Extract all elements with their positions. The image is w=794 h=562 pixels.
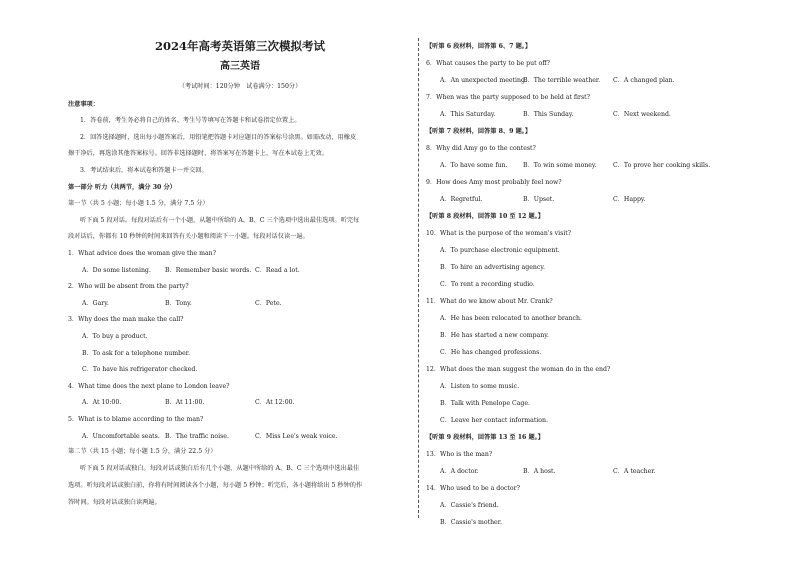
question-stem: 8．Why did Amy go to the contest? xyxy=(426,145,536,152)
notice-item: 3．考试结束后，将本试卷和答题卡一并交回。 xyxy=(80,167,208,174)
answer-option: A．To buy a product. xyxy=(82,333,148,340)
section1-instructions: 段对话后，你都有 10 秒钟的时间来回答有关小题和阅读下一小题。每段对话仅读一遍。 xyxy=(68,233,309,240)
material-heading: 【听第 7 段材料，回答第 8、9 题。】 xyxy=(426,128,532,135)
answer-option: B．Remember basic words. xyxy=(165,266,252,274)
answer-option: A．Listen to some music. xyxy=(440,383,520,390)
column-divider xyxy=(418,38,419,518)
material-heading: 【听第 8 段材料，回答第 10 至 12 题。】 xyxy=(426,213,544,220)
question-stem: 3．Why does the man make the call? xyxy=(68,316,184,324)
answer-option: B．The terrible weather. xyxy=(523,77,601,84)
question-stem: 12．What does the man suggest the woman do in the end? xyxy=(426,366,611,373)
exam-info: （考试时间：120分钟 试卷满分：150分） xyxy=(178,83,302,90)
answer-option: C．To prove her cooking skills. xyxy=(613,162,711,169)
question-stem: 13．Who is the man? xyxy=(426,451,493,458)
answer-option: C．To have his refrigerator checked. xyxy=(82,366,198,374)
answer-option: A．Do some listening. xyxy=(82,266,151,274)
part1-heading: 第一部分 听力（共两节，满分 30 分） xyxy=(68,184,176,191)
answer-option: C．Happy. xyxy=(613,196,646,203)
question-stem: 9．How does Amy most probably feel now? xyxy=(426,179,562,186)
answer-option: C．Leave her contact information. xyxy=(440,417,548,424)
answer-option: C．A teacher. xyxy=(613,468,656,475)
question-stem: 4．What time does the next plane to London leave? xyxy=(68,382,230,390)
section2-instructions: 答时间。每段对话或独白读两遍。 xyxy=(68,499,161,506)
question-stem: 11．What do we know about Mr. Crank? xyxy=(426,298,553,305)
answer-option: A．At 10:00. xyxy=(82,399,122,407)
notice-heading: 注意事项： xyxy=(68,101,99,108)
answer-option: C．Next weekend. xyxy=(613,111,671,118)
answer-option: B．The traffic noise. xyxy=(165,432,229,440)
answer-option: B．This Sunday. xyxy=(523,111,574,118)
section1-heading: 第一节（共 5 小题；每小题 1.5 分，满分 7.5 分） xyxy=(68,200,209,207)
answer-option: A．To have some fun. xyxy=(440,162,508,169)
answer-option: A．Gary. xyxy=(82,299,109,307)
answer-option: C．Miss Lee's weak voice. xyxy=(255,432,338,440)
question-stem: 1．What advice does the woman give the man? xyxy=(68,250,216,257)
material-heading: 【听第 9 段材料，回答第 13 至 16 题。】 xyxy=(426,434,544,441)
answer-option: B．Upset. xyxy=(523,196,555,203)
notice-item: 2．回答选择题时，选出每小题答案后，用铅笔把答题卡对应题目的答案标号涂黑。如需改动，用橡皮 xyxy=(80,134,357,141)
question-stem: 14．Who used to be a doctor? xyxy=(426,485,520,492)
section1-instructions: 听下面 5 段对话。每段对话后有一个小题，从题中所给的 A、B、C 三个选项中选出最佳选项。听完每 xyxy=(80,217,360,224)
page-title: 2024年高考英语第三次模拟考试 xyxy=(154,39,325,53)
answer-option: B．Cassie's mother. xyxy=(440,519,502,526)
question-stem: 10．What is the purpose of the woman's visit? xyxy=(426,230,572,237)
answer-option: A．Regretful. xyxy=(440,196,483,203)
question-stem: 7．When was the party supposed to be held at first? xyxy=(426,94,590,101)
answer-option: B．To hire an advertising agency. xyxy=(440,264,545,271)
answer-option: C．Read a lot. xyxy=(255,266,300,274)
answer-option: A．To purchase electronic equipment. xyxy=(440,247,560,254)
answer-option: B．He has started a new company. xyxy=(440,332,549,339)
notice-item: 1．答卷前，考生务必将自己的姓名、考生号等填写在答题卡和试卷指定位置上。 xyxy=(80,117,301,124)
answer-option: A．He has been relocated to another branch. xyxy=(440,315,582,322)
section2-heading: 第二节（共 15 小题；每小题 1.5 分，满分 22.5 分） xyxy=(68,448,217,455)
answer-option: A．A doctor. xyxy=(440,468,479,475)
answer-option: B．At 11:00. xyxy=(165,399,205,407)
answer-option: C．A changed plan. xyxy=(613,77,675,84)
question-stem: 2．Who will be absent from the party? xyxy=(68,283,189,291)
notice-item: 擦干净后，再选涂其他答案标号。回答非选择题时，将答案写在答题卡上，写在本试卷上无效。 xyxy=(68,150,328,157)
answer-option: A．Cassie's friend. xyxy=(440,502,499,509)
answer-option: C．Pete. xyxy=(255,299,282,307)
answer-option: B．Talk with Penelope Cage. xyxy=(440,400,530,407)
answer-option: C．To rent a recording studio. xyxy=(440,281,535,288)
answer-option: B．To ask for a telephone number. xyxy=(82,349,191,357)
answer-option: B．Tony. xyxy=(165,299,192,307)
section2-instructions: 听下面 5 段对话或独白。每段对话或独白后有几个小题，从题中所给的 A、B、C 三个选项中选出最佳 xyxy=(80,465,360,472)
section2-instructions: 选项。听每段对话或独白前，你将有时间阅读各个小题，每小题 5 秒钟；听完后，各小题将给出 5 秒钟的作 xyxy=(68,482,363,489)
answer-option: B．To win some money. xyxy=(523,162,597,169)
answer-option: B．A host. xyxy=(523,468,556,475)
answer-option: A．Uncomfortable seats. xyxy=(82,432,160,440)
question-stem: 6．What causes the party to be put off? xyxy=(426,60,550,67)
answer-option: A．An unexpected meeting. xyxy=(440,77,527,84)
answer-option: C．At 12:00. xyxy=(255,399,295,407)
answer-option: A．This Saturday. xyxy=(440,111,496,118)
material-heading: 【听第 6 段材料，回答第 6、7 题。】 xyxy=(426,43,532,50)
answer-option: C．He has changed professions. xyxy=(440,349,542,356)
question-stem: 5．What is to blame according to the man? xyxy=(68,416,204,423)
page-subtitle: 高三英语 xyxy=(220,61,260,72)
